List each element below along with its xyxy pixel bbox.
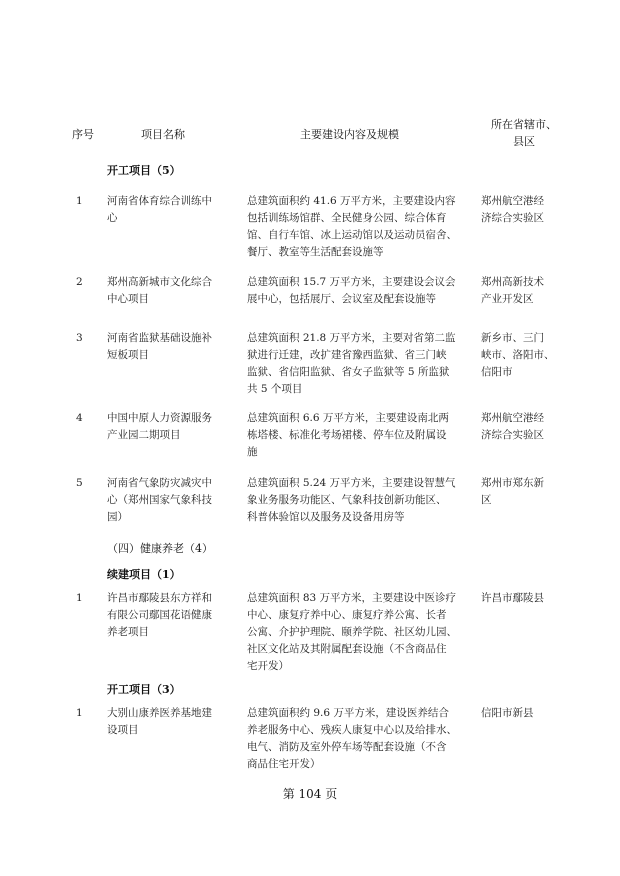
row-location bbox=[481, 410, 567, 444]
row-seq: 1 bbox=[76, 707, 83, 719]
row-content-line: 包括训练场馆群、全民健身公园、综合体育 bbox=[247, 212, 447, 224]
row-content bbox=[247, 193, 465, 261]
row-content-line: 狱进行迁建，改扩建省豫西监狱、省三门峡 bbox=[247, 349, 447, 361]
row-location bbox=[481, 475, 567, 509]
section-continued-projects: 续建项目（1） bbox=[107, 568, 181, 581]
header-location bbox=[476, 116, 572, 150]
row-content-line: 总建筑面积约 41.6 万平方米，主要建设内容 bbox=[247, 195, 456, 207]
row-location-line: 郑州航空港经 bbox=[481, 195, 544, 207]
row-content-line: 科普体验馆以及服务及设备用房等 bbox=[247, 511, 405, 523]
row-content-line: 电气、消防及室外停车场等配套设施（不含 bbox=[247, 741, 447, 753]
row-content bbox=[247, 410, 465, 461]
row-location-line: 信阳市新县 bbox=[481, 707, 534, 719]
row-content bbox=[247, 330, 465, 398]
row-name bbox=[107, 274, 225, 308]
row-name bbox=[107, 590, 225, 641]
row-location-line: 济综合实验区 bbox=[481, 212, 544, 224]
section-start-projects-2: 开工项目（3） bbox=[107, 683, 181, 696]
row-content-line: 公寓、介护护理院、颐养学院、社区幼儿园、 bbox=[247, 626, 457, 638]
header-location-line1: 所在省辖市、 bbox=[491, 118, 557, 131]
header-seq: 序号 bbox=[72, 128, 94, 141]
row-location-line: 信阳市 bbox=[481, 366, 513, 378]
section-start-projects: 开工项目（5） bbox=[107, 164, 181, 177]
row-location-line: 区 bbox=[481, 494, 492, 506]
row-content bbox=[247, 475, 465, 526]
row-name-line: 有限公司鄢国花语健康 bbox=[107, 609, 212, 621]
row-content-line: 商品住宅开发） bbox=[247, 758, 321, 770]
row-content-line: 餐厅、教室等生活配套设施等 bbox=[247, 246, 384, 258]
row-name-line: 养老项目 bbox=[107, 626, 149, 638]
row-location-line: 许昌市鄢陵县 bbox=[481, 592, 544, 604]
row-content bbox=[247, 705, 465, 773]
row-name-line: 河南省监狱基础设施补 bbox=[107, 332, 212, 344]
row-seq: 1 bbox=[76, 592, 83, 604]
row-content-line: 监狱、省信阳监狱、省女子监狱等 5 所监狱 bbox=[247, 366, 450, 378]
row-name-line: 短板项目 bbox=[107, 349, 149, 361]
row-content-line: 施 bbox=[247, 446, 258, 458]
row-name-line: 河南省体育综合训练中 bbox=[107, 195, 212, 207]
row-name-line: 产业园二期项目 bbox=[107, 429, 181, 441]
row-content-line: 社区文化站及其附属配套设施（不含商品住 bbox=[247, 643, 447, 655]
row-content-line: 总建筑面积 6.6 万平方米，主要建设南北两 bbox=[247, 412, 449, 424]
row-name-line: 设项目 bbox=[107, 724, 139, 736]
row-content-line: 总建筑面积 15.7 万平方米，主要建设会议会 bbox=[247, 276, 456, 288]
row-location bbox=[481, 193, 567, 227]
row-content-line: 总建筑面积 21.8 万平方米，主要对省第二监 bbox=[247, 332, 456, 344]
row-content-line: 象业务服务功能区、气象科技创新功能区、 bbox=[247, 494, 447, 506]
row-seq: 5 bbox=[76, 477, 83, 489]
row-seq: 3 bbox=[76, 332, 83, 344]
row-name-line: 中国中原人力资源服务 bbox=[107, 412, 212, 424]
row-location bbox=[481, 590, 567, 607]
row-name-line: 郑州高新城市文化综合 bbox=[107, 276, 212, 288]
header-name: 项目名称 bbox=[141, 128, 185, 141]
header-location-line2: 县区 bbox=[513, 135, 535, 148]
header-content: 主要建设内容及规模 bbox=[300, 128, 399, 141]
row-content-line: 总建筑面积 5.24 万平方米，主要建设智慧气 bbox=[247, 477, 456, 489]
section-health-elderly: （四）健康养老（4） bbox=[107, 542, 213, 555]
row-name-line: 心 bbox=[107, 212, 118, 224]
row-location bbox=[481, 274, 567, 308]
row-location-line: 峡市、洛阳市、 bbox=[481, 349, 555, 361]
row-content bbox=[247, 274, 465, 308]
row-content-line: 共 5 个项目 bbox=[247, 383, 303, 395]
row-content-line: 中心、康复疗养中心、康复疗养公寓、长者 bbox=[247, 609, 447, 621]
row-name bbox=[107, 705, 225, 739]
row-name bbox=[107, 475, 225, 526]
row-name-line: 大别山康养医养基地建 bbox=[107, 707, 212, 719]
row-name bbox=[107, 193, 225, 227]
row-location-line: 郑州高新技术 bbox=[481, 276, 544, 288]
row-content-line: 栋塔楼、标准化考场裙楼、停车位及附属设 bbox=[247, 429, 447, 441]
row-content-line: 总建筑面积约 9.6 万平方米，建设医养结合 bbox=[247, 707, 449, 719]
row-content-line: 宅开发） bbox=[247, 660, 289, 672]
row-content bbox=[247, 590, 465, 675]
row-content-line: 总建筑面积 83 万平方米，主要建设中医诊疗 bbox=[247, 592, 457, 604]
row-name-line: 园） bbox=[107, 511, 128, 523]
row-name bbox=[107, 330, 225, 364]
row-name-line: 心（郑州国家气象科技 bbox=[107, 494, 212, 506]
row-name-line: 中心项目 bbox=[107, 293, 149, 305]
row-name-line: 许昌市鄢陵县东方祥和 bbox=[107, 592, 212, 604]
row-location bbox=[481, 705, 567, 722]
row-location-line: 济综合实验区 bbox=[481, 429, 544, 441]
row-seq: 4 bbox=[76, 412, 83, 424]
row-location-line: 产业开发区 bbox=[481, 293, 534, 305]
row-seq: 2 bbox=[76, 276, 83, 288]
row-content-line: 养老服务中心、残疾人康复中心以及给排水、 bbox=[247, 724, 457, 736]
row-seq: 1 bbox=[76, 195, 83, 207]
row-location-line: 郑州市郑东新 bbox=[481, 477, 544, 489]
row-name bbox=[107, 410, 225, 444]
row-content-line: 展中心，包括展厅、会议室及配套设施等 bbox=[247, 293, 436, 305]
row-location-line: 郑州航空港经 bbox=[481, 412, 544, 424]
row-location bbox=[481, 330, 567, 381]
row-content-line: 馆、自行车馆、冰上运动馆以及运动员宿舍、 bbox=[247, 229, 457, 241]
row-location-line: 新乡市、三门 bbox=[481, 332, 544, 344]
row-name-line: 河南省气象防灾减灾中 bbox=[107, 477, 212, 489]
page-number: 第 104 页 bbox=[282, 787, 338, 801]
